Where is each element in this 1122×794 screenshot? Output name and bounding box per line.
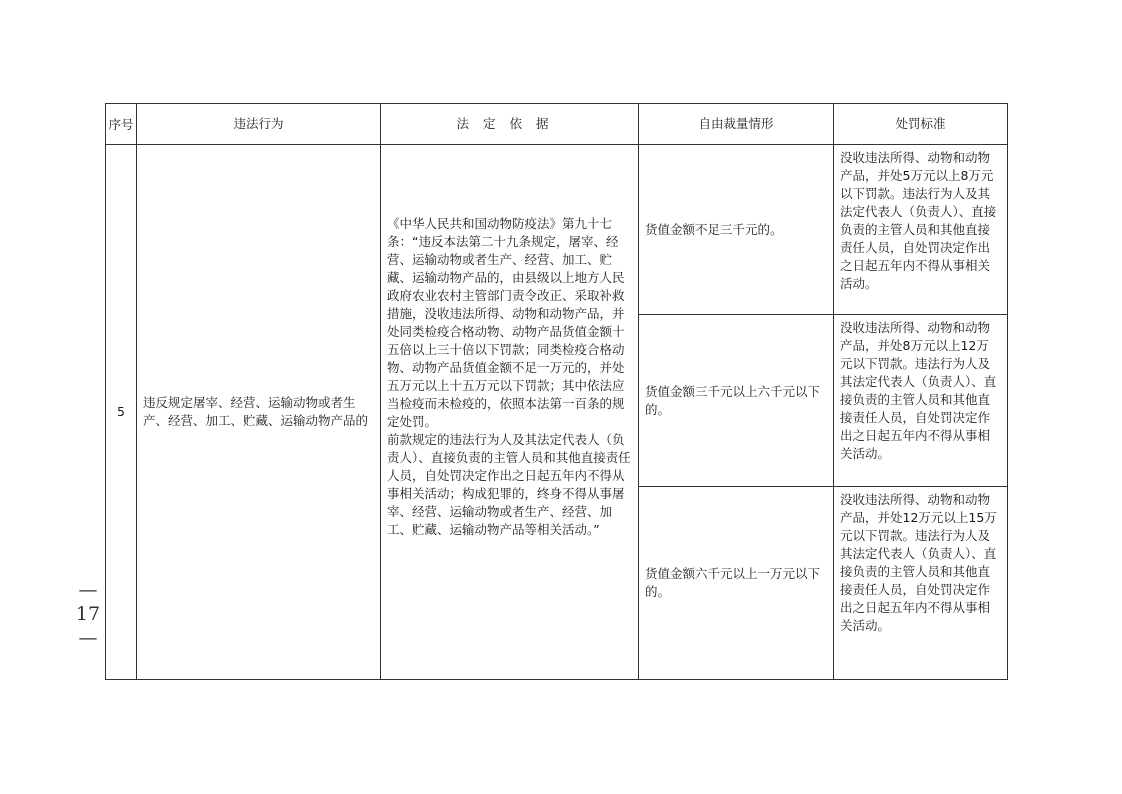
discretion-cell-3: 货值金额六千元以上一万元以下的。 <box>639 487 834 680</box>
legal-basis-para-1: 《中华人民共和国动物防疫法》第九十七条：“违反本法第二十九条规定，屠宰、经营、运输动物或者生产、经营、加工、贮藏、运输动物产品的，由县级以上地方人民政府农业农村主管部门责令改正、采取补救措施，没收违法所得、动物和动物产品，并处同类检疫合格动物、动物产品货值金额十五倍以上三十倍以下罚款；同类检疫合格动物、动物产品货值金额不足一万元的，并处五万元以上十五万元以下罚款；其中依法应当检疫而未检疫的，依照本法第一百条的规定处罚。 <box>387 216 625 429</box>
legal-basis-para-2: 前款规定的违法行为人及其法定代表人（负责人）、直接负责的主管人员和其他直接责任人员，自处罚决定作出之日起五年内不得从事相关活动；构成犯罪的，终身不得从事屠宰、经营、运输动物或者生产、经营、加工、贮藏、运输动物产品等相关活动。” <box>387 432 631 537</box>
standard-cell-3: 没收违法所得、动物和动物产品，并处12万元以上15万元以下罚款。违法行为人及其法定代表人（负责人）、直接负责的主管人员和其他直接责任人员，自处罚决定作出之日起五年内不得从事相关活动。 <box>834 487 1008 680</box>
standard-cell-2: 没收违法所得、动物和动物产品，并处8万元以上12万元以下罚款。违法行为人及其法定代表人（负责人）、直接负责的主管人员和其他直接责任人员，自处罚决定作出之日起五年内不得从事相关活动。 <box>834 315 1008 487</box>
page-number: — 17 — <box>75 579 101 649</box>
header-basis: 法定依据 <box>381 104 639 145</box>
header-standard: 处罚标准 <box>834 104 1008 145</box>
header-seq: 序号 <box>106 104 137 145</box>
header-discretion: 自由裁量情形 <box>639 104 834 145</box>
seq-cell: 5 <box>106 145 137 680</box>
violation-cell: 违反规定屠宰、经营、运输动物或者生产、经营、加工、贮藏、运输动物产品的 <box>137 145 381 680</box>
standard-cell-1: 没收违法所得、动物和动物产品，并处5万元以上8万元以下罚款。违法行为人及其法定代表人（负责人）、直接负责的主管人员和其他直接责任人员，自处罚决定作出之日起五年内不得从事相关活动。 <box>834 145 1008 315</box>
legal-basis-cell <box>381 145 639 680</box>
penalty-table <box>105 103 1008 680</box>
header-act: 违法行为 <box>137 104 381 145</box>
discretion-cell-2: 货值金额三千元以上六千元以下的。 <box>639 315 834 487</box>
discretion-cell-1: 货值金额不足三千元的。 <box>639 145 834 315</box>
header-row <box>106 104 1008 145</box>
table-row <box>106 145 1008 315</box>
